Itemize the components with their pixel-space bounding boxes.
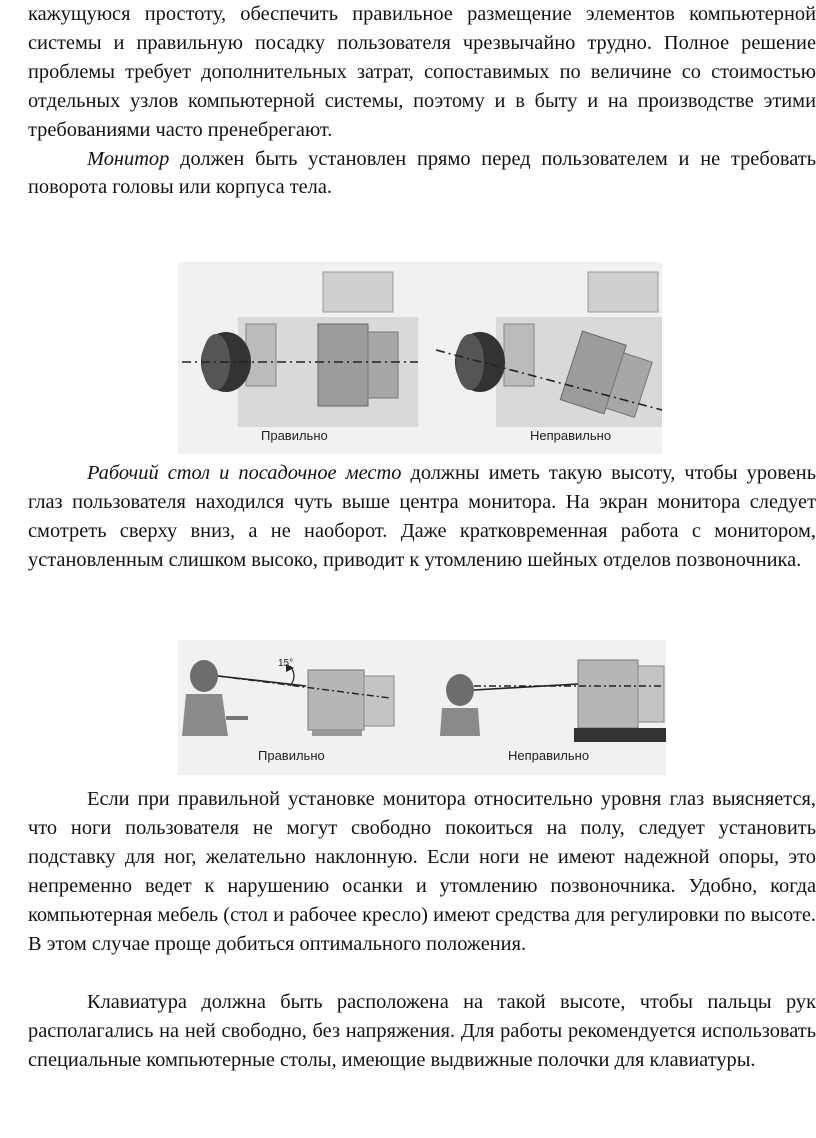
incorrect-height <box>440 660 666 763</box>
desk-item <box>323 272 393 312</box>
figure-monitor-side-view <box>178 640 666 775</box>
figure-monitor-top-view <box>178 262 662 454</box>
paragraph-desk <box>28 459 816 575</box>
monitor-base <box>312 730 362 736</box>
caption-correct: Правильно <box>258 748 325 763</box>
user-head <box>190 660 218 692</box>
incorrect-layout <box>436 272 662 443</box>
paragraph-keyboard: Клавиатура должна быть расположена на такой высоте, чтобы пальцы рук располагались на ней свободно, без напряжения. Для работы рекомендуется использовать специальные компьютерные столы, имеющие выдвижные полочки для клавиатуры. <box>28 991 816 1071</box>
keyboard <box>246 324 276 386</box>
monitor-screen <box>578 660 638 728</box>
paragraph-monitor-text: должен быть установлен прямо перед пользователем и не требовать поворота головы или корпуса тела. <box>28 147 816 199</box>
arm <box>226 716 248 720</box>
sight-line <box>474 684 578 690</box>
user-body <box>182 694 228 736</box>
monitor-body <box>364 676 394 726</box>
caption-correct: Правильно <box>261 428 328 443</box>
paragraph-monitor <box>28 145 816 203</box>
paragraph-desk-text: должны иметь такую высоту, чтобы уровень глаз пользователя находился чуть выше центра монитора. На экран монитора следует смотреть сверху вниз, а не наоборот. Даже кратковременная работа с монитором, установленным слишком высоко, приводит к утомлению шейных отделов позвоночника. <box>28 462 816 571</box>
monitor-screen <box>308 670 364 730</box>
user-head <box>446 674 474 706</box>
monitor <box>318 324 368 406</box>
figure-monitor-side-view-drawing <box>178 640 666 775</box>
paragraph-footrest: Если при правильной установке монитора относительно уровня глаз выясняется, что ноги пользователя не могут свободно покоиться на полу, следует установить подставку для ног, желательно наклонную. Если ноги не имеют надежной опоры, это непременно ведет к нарушению осанки и утомлению позвоночника. Удобно, когда компьютерная мебель (стол и рабочее кресло) имеют средства для регулировки по высоте. В этом случае проще добиться оптимального положения. <box>28 788 816 955</box>
correct-layout <box>182 272 418 443</box>
monitor-back <box>368 332 398 398</box>
angle-label: 15° <box>278 658 294 669</box>
correct-height <box>182 658 394 763</box>
figure-monitor-top-view-drawing <box>178 262 662 454</box>
monitor-stand <box>574 728 666 742</box>
monitor-body <box>638 666 664 722</box>
term-monitor: Монитор <box>87 147 170 170</box>
user-body <box>440 708 480 736</box>
paragraph-1: кажущуюся простоту, обеспечить правильное размещение элементов компьютерной системы и правильную посадку пользователя чрезвычайно трудно. Полное решение проблемы требует дополнительных затрат, сопоставимых по величине со стоимостью отдельных узлов компьютерной системы, поэтому и в быту и на производстве этими требованиями часто пренебрегают. <box>28 3 816 141</box>
caption-incorrect: Неправильно <box>508 748 590 763</box>
term-desk-seat: Рабочий стол и посадочное место <box>87 462 402 484</box>
keyboard <box>504 324 534 386</box>
desk-item <box>588 272 658 312</box>
caption-incorrect: Неправильно <box>530 428 612 443</box>
